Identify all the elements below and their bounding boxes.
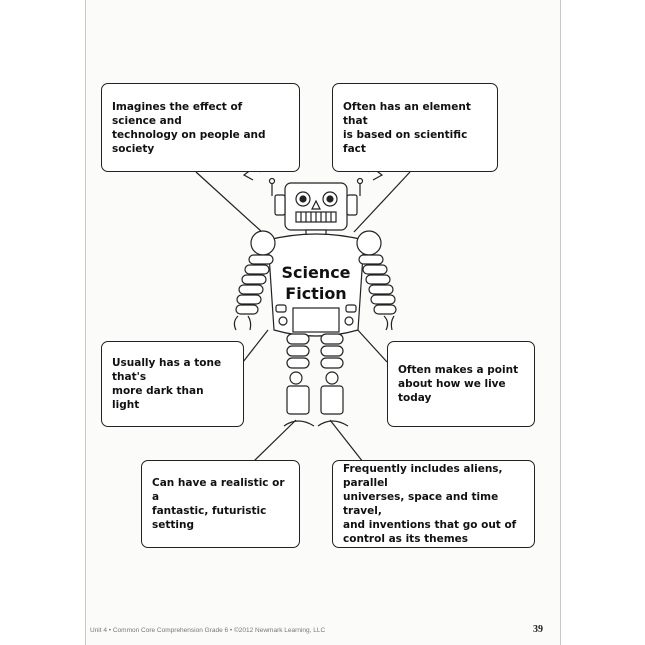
box-bottom-left-text: Can have a realistic or a fantastic, futuristic setting [152,477,285,531]
page-footer: Unit 4 • Common Core Comprehension Grade 6 • ©2012 Newmark Learning, LLC [90,627,326,634]
box-middle-left-text: Usually has a tone that's more dark than light [112,357,222,411]
robot-arm-right [357,231,396,330]
connector-middle-right [356,328,387,362]
box-top-right [332,83,498,172]
box-bottom-left [141,460,300,548]
box-top-left-text: Imagines the effect of science and technology on people and society [112,100,266,155]
page-number: 39 [533,624,543,635]
robot-leg-right [318,334,348,426]
box-bottom-right-text: Frequently includes aliens, parallel universes, space and time travel, and inventions that go out of control as its themes [343,463,517,545]
robot-head [270,179,363,231]
connector-bottom-left [253,420,296,462]
connector-bottom-right [330,420,363,462]
connector-middle-left [243,330,268,362]
box-middle-right [387,341,535,427]
box-top-left [101,83,300,172]
robot-chest-panel [293,308,339,332]
robot-leg-left [284,334,314,426]
robot-arm-left [234,231,275,330]
box-bottom-right [332,460,535,548]
box-top-right-text: Often has an element that is based on scientific fact [343,100,471,155]
center-label-line-1: Science [281,263,351,282]
box-middle-left [101,341,244,427]
box-middle-right-text: Often makes a point about how we live today [398,364,519,404]
center-label-line-2: Fiction [285,284,347,303]
connector-top-left [196,172,262,232]
